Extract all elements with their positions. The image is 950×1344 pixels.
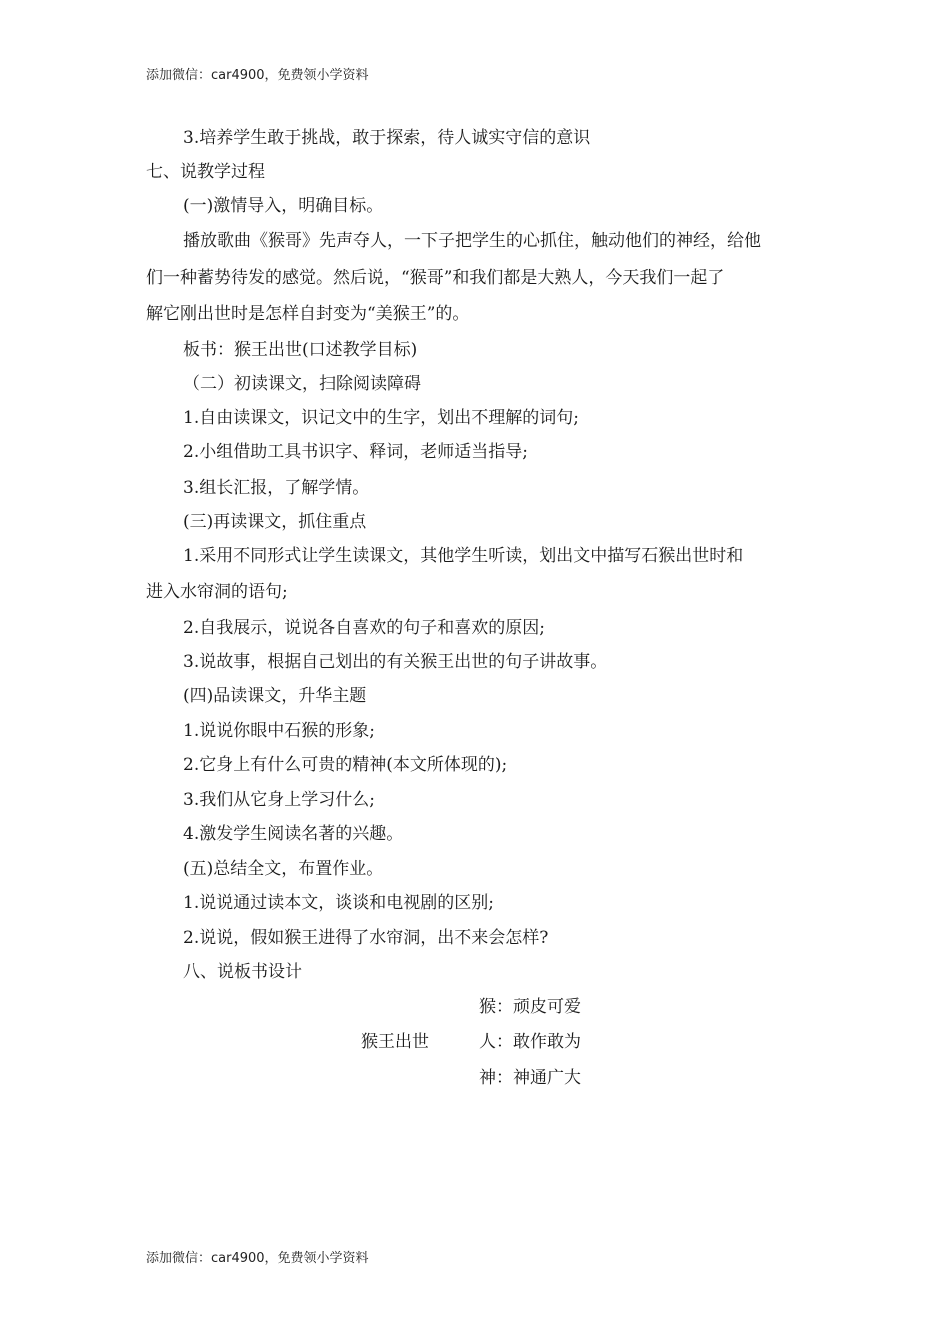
body-line: 板书：猴王出世(口述教学目标)	[183, 340, 418, 360]
board-item: 猴：顽皮可爱	[479, 997, 581, 1017]
subsection-heading: (五)总结全文，布置作业。	[183, 859, 384, 879]
list-item: 2.自我展示，说说各自喜欢的句子和喜欢的原因;	[183, 618, 545, 638]
board-title: 猴王出世	[361, 1032, 429, 1052]
list-item: 1.采用不同形式让学生读课文，其他学生听读，划出文中描写石猴出世时和	[183, 546, 744, 566]
page-footer: 添加微信：car4900，免费领小学资料	[146, 1251, 369, 1266]
list-item: 3.说故事，根据自己划出的有关猴王出世的句子讲故事。	[183, 652, 608, 672]
section-heading: 七、说教学过程	[146, 162, 265, 182]
board-item: 人：敢作敢为	[479, 1032, 581, 1052]
list-item: 1.说说你眼中石猴的形象;	[183, 721, 375, 741]
section-heading: 八、说板书设计	[183, 962, 302, 982]
page-header: 添加微信：car4900，免费领小学资料	[146, 68, 369, 83]
subsection-heading: (三)再读课文，抓住重点	[183, 512, 367, 532]
body-line: 3.培养学生敢于挑战，敢于探索，待人诚实守信的意识	[183, 128, 591, 148]
list-item: 进入水帘洞的语句;	[146, 582, 288, 602]
list-item: 2.它身上有什么可贵的精神(本文所体现的);	[183, 755, 508, 775]
paragraph-line: 解它刚出世时是怎样自封变为“美猴王”的。	[146, 304, 470, 324]
subsection-heading: （二）初读课文，扫除阅读障碍	[183, 374, 421, 394]
subsection-heading: (四)品读课文，升华主题	[183, 686, 367, 706]
list-item: 4.激发学生阅读名著的兴趣。	[183, 824, 404, 844]
paragraph-line: 们一种蓄势待发的感觉。然后说，“猴哥”和我们都是大熟人，今天我们一起了	[146, 268, 725, 288]
subsection-heading: (一)激情导入，明确目标。	[183, 196, 384, 216]
board-item: 神：神通广大	[479, 1068, 581, 1088]
list-item: 2.小组借助工具书识字、释词，老师适当指导;	[183, 442, 528, 462]
list-item: 3.组长汇报，了解学情。	[183, 478, 370, 498]
list-item: 1.说说通过读本文，谈谈和电视剧的区别;	[183, 893, 494, 913]
list-item: 3.我们从它身上学习什么;	[183, 790, 375, 810]
paragraph-line: 播放歌曲《猴哥》先声夺人，一下子把学生的心抓住，触动他们的神经，给他	[183, 231, 761, 251]
list-item: 2.说说，假如猴王进得了水帘洞，出不来会怎样?	[183, 928, 549, 948]
list-item: 1.自由读课文，识记文中的生字，划出不理解的词句;	[183, 408, 579, 428]
